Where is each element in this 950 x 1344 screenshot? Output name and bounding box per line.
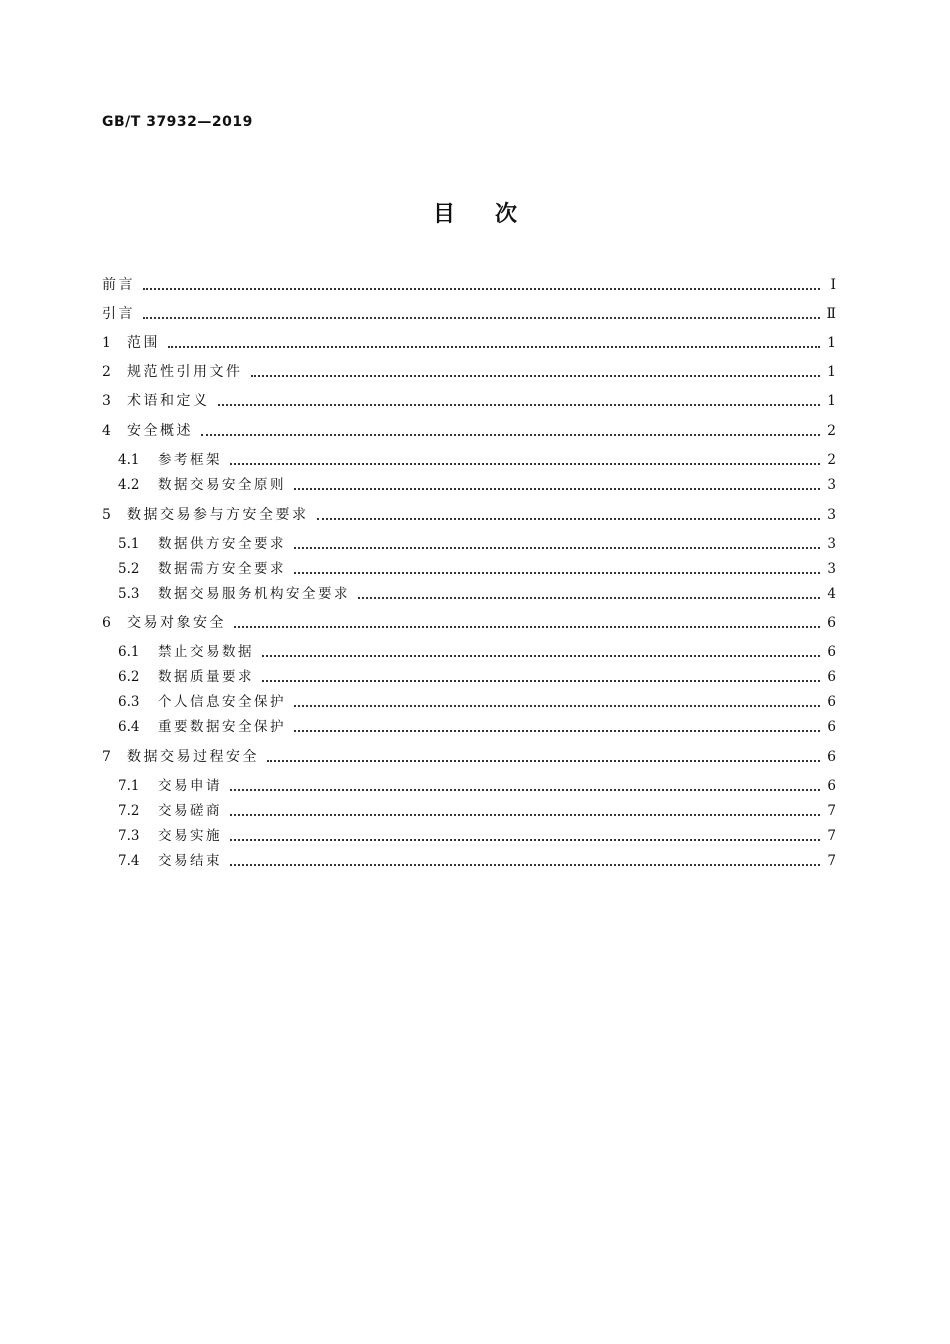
toc-entry-page-number: 3 (827, 477, 836, 493)
toc-leader-dots (262, 679, 820, 682)
toc-leader-dots (294, 704, 820, 707)
toc-entry[interactable] (102, 333, 836, 353)
toc-entry[interactable] (118, 450, 836, 470)
toc-entry-number: 6.4 (118, 719, 140, 735)
toc-entry[interactable] (102, 275, 836, 295)
toc-entry[interactable] (118, 826, 836, 846)
toc-leader-dots (251, 374, 821, 377)
toc-entry-page-number: 3 (827, 561, 836, 577)
toc-entry-page-number: Ⅰ (830, 277, 836, 293)
toc-entry-page-number: 7 (827, 828, 836, 844)
toc-entry[interactable] (118, 584, 836, 604)
toc-entry-page-number: 1 (827, 335, 836, 351)
toc-entry-label: 数据交易过程安全 (127, 749, 259, 765)
toc-entry-label: 交易对象安全 (127, 615, 226, 631)
toc-leader-dots (143, 316, 820, 319)
toc-entry-number: 1 (102, 335, 111, 351)
toc-entry-label: 数据供方安全要求 (158, 536, 286, 552)
toc-entry-page-number: Ⅱ (826, 306, 836, 322)
toc-entry[interactable] (118, 776, 836, 796)
toc-entry-page-number: 3 (827, 507, 836, 523)
toc-entry-label: 重要数据安全保护 (158, 719, 286, 735)
toc-entry-label: 数据质量要求 (158, 669, 254, 685)
toc-entry-number: 7.4 (118, 853, 140, 869)
toc-leader-dots (262, 654, 820, 657)
page-title: 目次 (432, 202, 557, 227)
toc-entry-label: 数据交易安全原则 (158, 477, 286, 493)
toc-entry-label: 前言 (102, 277, 135, 293)
table-of-contents (102, 0, 836, 1344)
toc-entry[interactable] (102, 362, 836, 382)
toc-leader-dots (358, 596, 820, 599)
toc-leader-dots (230, 462, 820, 465)
toc-entry-label: 范围 (127, 335, 160, 351)
toc-entry-label: 数据交易参与方安全要求 (127, 507, 309, 523)
toc-entry-label: 交易实施 (158, 828, 222, 844)
toc-leader-dots (230, 863, 820, 866)
toc-leader-dots (317, 517, 821, 520)
toc-entry[interactable] (118, 475, 836, 495)
toc-entry[interactable] (118, 534, 836, 554)
toc-entry-label: 禁止交易数据 (158, 644, 254, 660)
toc-entry-label: 引言 (102, 306, 135, 322)
toc-entry-label: 数据交易服务机构安全要求 (158, 586, 350, 602)
toc-entry-page-number: 6 (827, 615, 836, 631)
toc-entry-number: 7.3 (118, 828, 140, 844)
toc-leader-dots (267, 759, 820, 762)
toc-entry-label: 交易申请 (158, 778, 222, 794)
toc-leader-dots (230, 838, 820, 841)
toc-leader-dots (230, 788, 820, 791)
toc-entry-number: 7.1 (118, 778, 140, 794)
toc-leader-dots (218, 403, 821, 406)
toc-entry[interactable] (118, 801, 836, 821)
toc-entry-label: 个人信息安全保护 (158, 694, 286, 710)
toc-entry-page-number: 4 (827, 586, 836, 602)
toc-entry-label: 数据需方安全要求 (158, 561, 286, 577)
toc-entry-number: 4 (102, 423, 111, 439)
toc-entry-page-number: 6 (827, 644, 836, 660)
toc-entry-page-number: 7 (827, 803, 836, 819)
toc-leader-dots (234, 625, 820, 628)
toc-entry-label: 术语和定义 (127, 393, 210, 409)
toc-leader-dots (294, 546, 820, 549)
toc-entry[interactable] (118, 559, 836, 579)
toc-entry-number: 7.2 (118, 803, 140, 819)
toc-entry[interactable] (102, 613, 836, 633)
toc-entry-number: 7 (102, 749, 111, 765)
toc-entry-page-number: 2 (827, 452, 836, 468)
toc-entry[interactable] (118, 642, 836, 662)
toc-entry-label: 交易结束 (158, 853, 222, 869)
standard-code: GB/T 37932—2019 (102, 114, 253, 130)
toc-entry-number: 2 (102, 364, 111, 380)
toc-entry[interactable] (102, 391, 836, 411)
toc-leader-dots (201, 433, 820, 436)
toc-entry-page-number: 3 (827, 536, 836, 552)
toc-entry[interactable] (118, 667, 836, 687)
toc-entry-number: 6.2 (118, 669, 140, 685)
toc-entry[interactable] (118, 851, 836, 871)
toc-entry[interactable] (102, 505, 836, 525)
toc-entry-label: 参考框架 (158, 452, 222, 468)
toc-entry-page-number: 6 (827, 749, 836, 765)
toc-entry[interactable] (102, 747, 836, 767)
toc-entry[interactable] (118, 717, 836, 737)
toc-entry-page-number: 6 (827, 778, 836, 794)
toc-entry[interactable] (102, 421, 836, 441)
toc-entry-number: 5.2 (118, 561, 140, 577)
toc-leader-dots (168, 345, 820, 348)
toc-entry-number: 4.2 (118, 477, 140, 493)
toc-entry-label: 安全概述 (127, 423, 193, 439)
toc-entry-page-number: 7 (827, 853, 836, 869)
toc-entry-number: 6.1 (118, 644, 140, 660)
toc-leader-dots (230, 813, 820, 816)
toc-entry-page-number: 6 (827, 719, 836, 735)
toc-entry-number: 5.1 (118, 536, 140, 552)
toc-entry-page-number: 1 (827, 393, 836, 409)
toc-leader-dots (294, 487, 820, 490)
toc-entry-page-number: 6 (827, 694, 836, 710)
toc-entry-page-number: 1 (827, 364, 836, 380)
toc-entry-label: 交易磋商 (158, 803, 222, 819)
toc-entry-page-number: 2 (827, 423, 836, 439)
toc-leader-dots (294, 729, 820, 732)
toc-entry-number: 6 (102, 615, 111, 631)
toc-leader-dots (294, 571, 820, 574)
toc-entry-number: 3 (102, 393, 111, 409)
toc-entry-label: 规范性引用文件 (127, 364, 243, 380)
toc-leader-dots (143, 287, 820, 290)
toc-entry-number: 5.3 (118, 586, 140, 602)
toc-entry[interactable] (118, 692, 836, 712)
toc-entry[interactable] (102, 304, 836, 324)
toc-entry-number: 6.3 (118, 694, 140, 710)
toc-entry-number: 5 (102, 507, 111, 523)
toc-entry-page-number: 6 (827, 669, 836, 685)
toc-entry-number: 4.1 (118, 452, 140, 468)
